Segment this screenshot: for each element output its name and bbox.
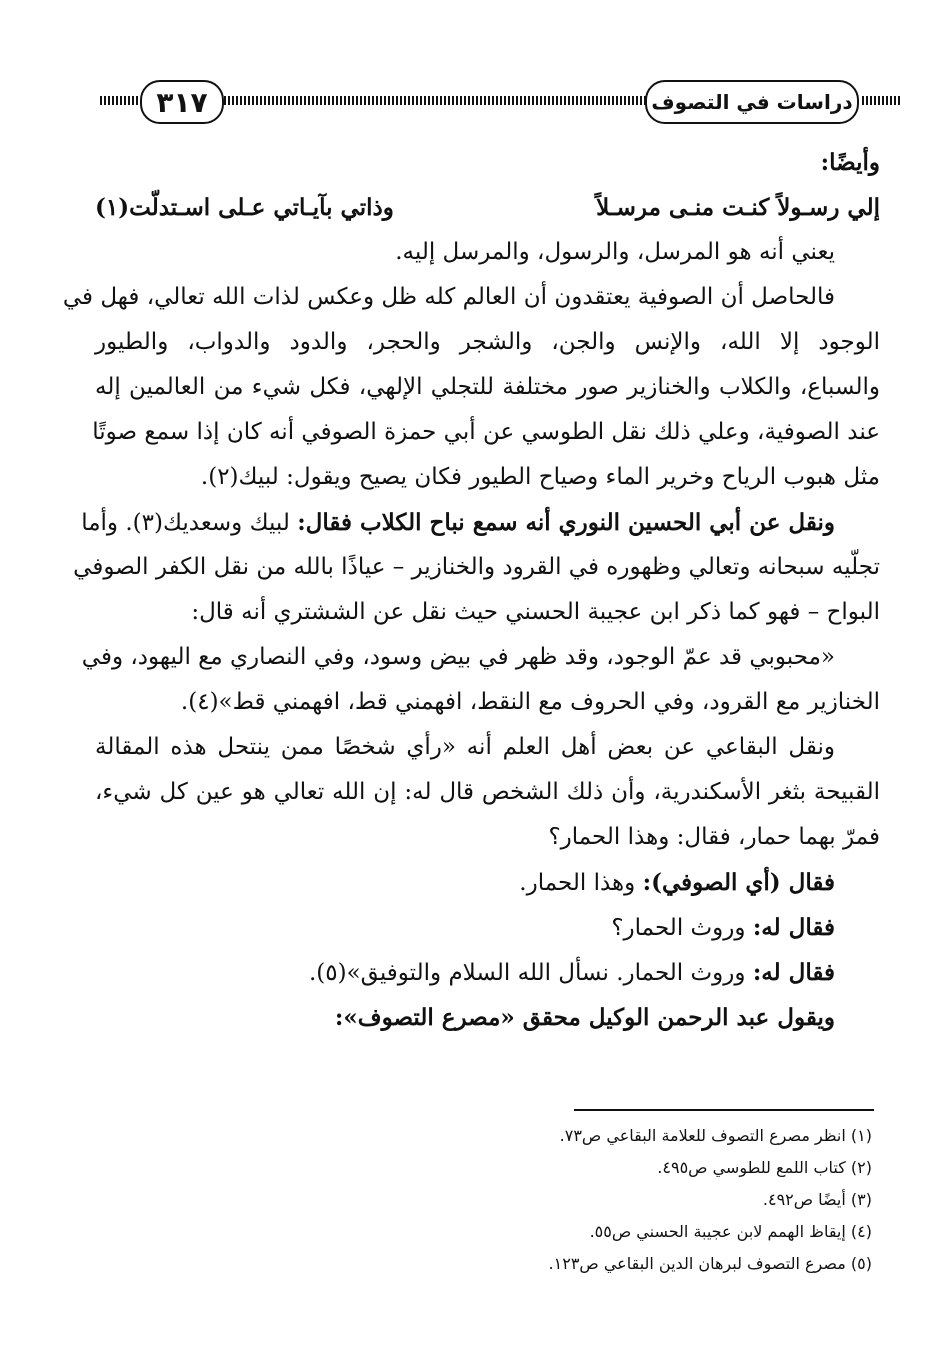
text-line: ونقل البقاعي عن بعض أهل العلم أنه «رأي شخصًا ممن ينتحل هذه المقالة bbox=[95, 734, 835, 760]
footnotes bbox=[112, 1120, 872, 1280]
footnote: (٣) أيضًا ص٤٩٢. bbox=[762, 1190, 872, 1209]
text-line: والسباع، والكلاب والخنازير صور مختلفة للتجلي الإلهي، فكل شيء من العالمين إله bbox=[95, 374, 880, 400]
header-ornament-left bbox=[100, 96, 140, 105]
header-ornament-right bbox=[862, 96, 902, 105]
emphasis-text: فقال (أي الصوفي): bbox=[642, 869, 835, 896]
main-text bbox=[62, 140, 880, 1040]
emphasis-text: فقال له: bbox=[752, 959, 835, 986]
footnote-separator bbox=[574, 1109, 874, 1111]
verse-hemistich-second: وذاتي بآيـاتي عـلى اسـتدلّت(١) bbox=[95, 194, 394, 221]
text-line: «محبوبي قد عمّ الوجود، وقد ظهر في بيض وسود، وفي النصاري مع اليهود، وفي bbox=[81, 644, 835, 670]
footnote: (٤) إيقاظ الهمم لابن عجيبة الحسني ص٥٥. bbox=[589, 1222, 872, 1241]
text-line bbox=[95, 950, 880, 995]
running-title: دراسات في التصوف bbox=[645, 80, 859, 124]
plain-text: لبيك وسعديك(٣). وأما bbox=[81, 510, 298, 536]
plain-text: وروث الحمار؟ bbox=[611, 915, 753, 941]
page-number: ٣١٧ bbox=[140, 80, 224, 124]
text-line: فمرّ بهما حمار، فقال: وهذا الحمار؟ bbox=[548, 824, 880, 850]
text-line: عند الصوفية، وعلي ذلك نقل الطوسي عن أبي حمزة الصوفي أنه كان إذا سمع صوتًا bbox=[92, 419, 880, 445]
verse-line bbox=[95, 185, 880, 230]
text-line bbox=[95, 905, 880, 950]
plain-text: وهذا الحمار. bbox=[519, 870, 643, 896]
text-line: مثل هبوب الرياح وخرير الماء وصياح الطيور فكان يصيح ويقول: لبيك(٢). bbox=[200, 464, 880, 490]
text-line: فالحاصل أن الصوفية يعتقدون أن العالم كله ظل وعكس لذات الله تعالي، فهل في bbox=[62, 284, 835, 310]
text-line: القبيحة بثغر الأسكندرية، وأن ذلك الشخص قال له: إن الله تعالي هو عين كل شيء، bbox=[95, 779, 880, 805]
text-line: يعني أنه هو المرسل، والرسول، والمرسل إليه. bbox=[395, 239, 835, 265]
footnote: (٢) كتاب اللمع للطوسي ص٤٩٥. bbox=[657, 1158, 872, 1177]
text-line: وأيضًا: bbox=[820, 149, 880, 176]
verse-hemistich-first: إلي رسـولاً كنـت منـى مرسـلاً bbox=[596, 194, 880, 221]
text-line bbox=[81, 500, 880, 545]
page-header bbox=[100, 70, 870, 130]
text-line: البواح – فهو كما ذكر ابن عجيبة الحسني حيث نقل عن الششتري أنه قال: bbox=[191, 599, 880, 625]
text-line: الوجود إلا الله، والإنس والجن، والشجر والحجر، والدود والدواب، والطيور bbox=[95, 329, 880, 355]
emphasis-text: فقال له: bbox=[752, 914, 835, 941]
text-line: ويقول عبد الرحمن الوكيل محقق «مصرع التصوف»: bbox=[334, 1004, 835, 1031]
footnote: (١) انظر مصرع التصوف للعلامة البقاعي ص٧٣. bbox=[559, 1126, 872, 1145]
text-line: الخنازير مع القرود، وفي الحروف مع النقط، افهمني قط، افهمني قط»(٤). bbox=[180, 689, 880, 715]
emphasis-text: ونقل عن أبي الحسين النوري أنه سمع نباح الكلاب فقال: bbox=[297, 509, 835, 536]
footnote: (٥) مصرع التصوف لبرهان الدين البقاعي ص١٢٣. bbox=[548, 1254, 872, 1273]
text-line: تجلّيه سبحانه وتعالي وظهوره في القرود والخنازير – عياذًا بالله من نقل الكفر الصوفي bbox=[73, 554, 880, 580]
plain-text: وروث الحمار. نسأل الله السلام والتوفيق»(٥). bbox=[308, 960, 753, 986]
text-line bbox=[95, 860, 880, 905]
